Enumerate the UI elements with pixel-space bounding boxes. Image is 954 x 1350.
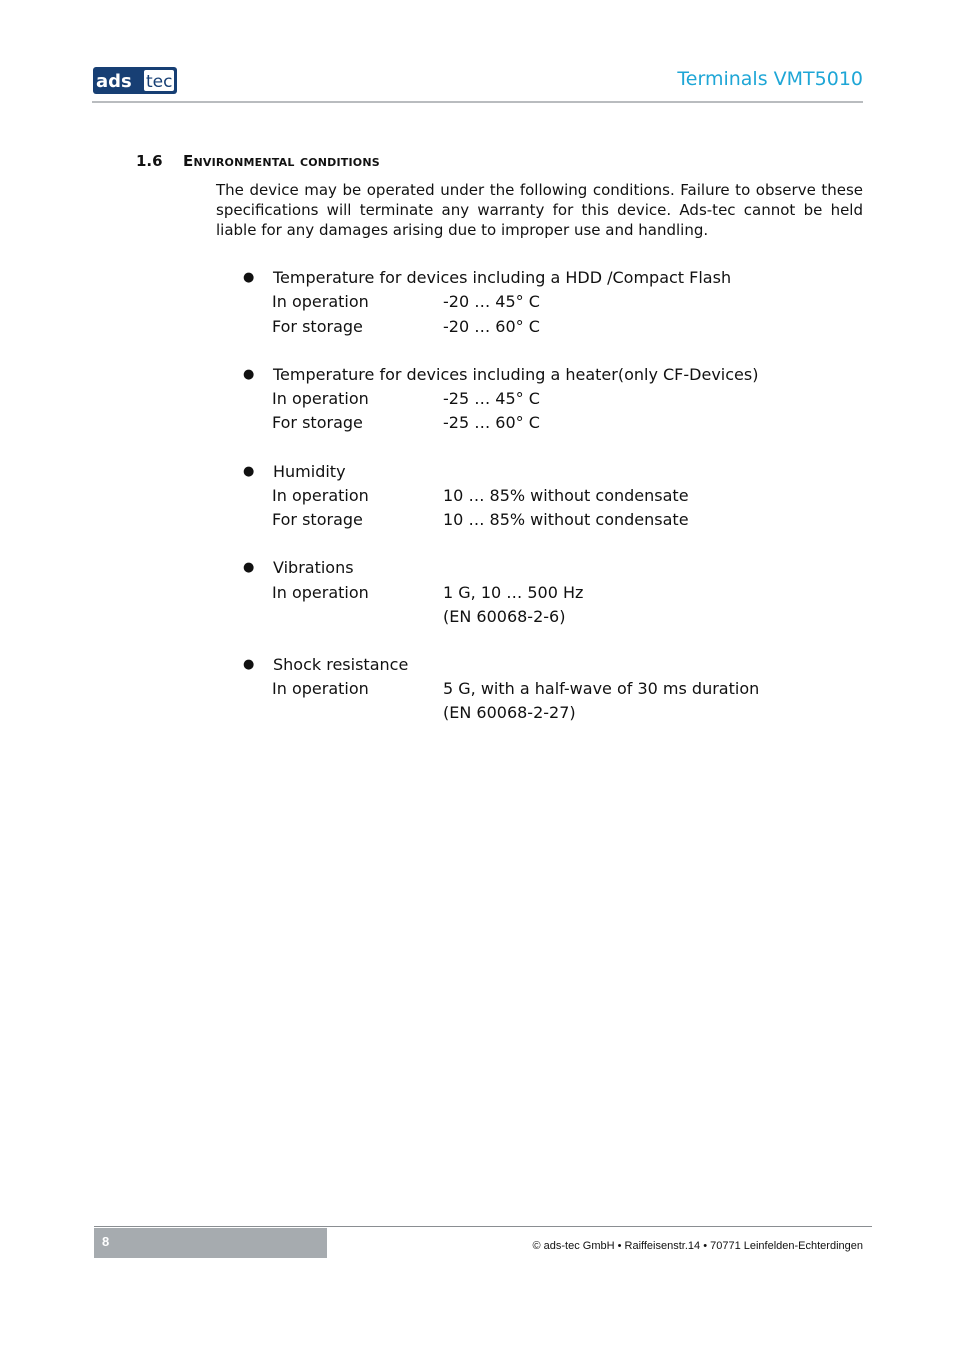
intro-paragraph: The device may be operated under the following conditions. Failure to observe these specifications will terminate any warranty for this device. Ads-tec cannot be held liable for any damages arising due to improper use and handling.	[216, 181, 863, 239]
bullet-label: Shock resistance	[273, 655, 409, 674]
bullet-icon: ●	[243, 270, 255, 285]
spec-value: -25 … 45° C	[443, 389, 540, 408]
footer-divider	[94, 1226, 872, 1227]
bullet-icon: ●	[243, 464, 255, 479]
spec-label: In operation	[272, 583, 369, 602]
spec-value: 5 G, with a half-wave of 30 ms duration	[443, 679, 760, 698]
section-title: Environmental conditions	[183, 152, 380, 170]
page-number: 8	[102, 1234, 110, 1249]
ads-tec-logo	[93, 67, 177, 94]
bullet-label: Temperature for devices including a heater(only CF-Devices)	[273, 365, 759, 384]
spec-value: -20 … 45° C	[443, 292, 540, 311]
footer-copyright: © ads-tec GmbH • Raiffeisenstr.14 • 70771 Leinfelden-Echterdingen	[532, 1240, 863, 1252]
page-number-box	[94, 1228, 327, 1258]
svg-text:ads: ads	[96, 71, 132, 92]
spec-value: 1 G, 10 … 500 Hz	[443, 583, 584, 602]
spec-value: 10 … 85% without condensate	[443, 486, 689, 505]
spec-label: In operation	[272, 292, 369, 311]
spec-label: For storage	[272, 413, 363, 432]
bullet-label: Humidity	[273, 462, 346, 481]
bullet-label: Vibrations	[273, 558, 354, 577]
spec-label: In operation	[272, 486, 369, 505]
bullet-icon: ●	[243, 560, 255, 575]
bullet-icon: ●	[243, 367, 255, 382]
svg-text:tec: tec	[146, 72, 173, 92]
spec-label: For storage	[272, 317, 363, 336]
spec-value: -20 … 60° C	[443, 317, 540, 336]
spec-label: For storage	[272, 510, 363, 529]
document-title: Terminals VMT5010	[677, 68, 863, 90]
spec-value: 10 … 85% without condensate	[443, 510, 689, 529]
spec-value: (EN 60068-2-27)	[443, 703, 576, 722]
bullet-label: Temperature for devices including a HDD /Compact Flash	[273, 268, 732, 287]
spec-label: In operation	[272, 389, 369, 408]
spec-label: In operation	[272, 679, 369, 698]
header-divider	[92, 101, 863, 103]
spec-value: (EN 60068-2-6)	[443, 607, 566, 626]
section-number: 1.6	[136, 152, 163, 170]
spec-value: -25 … 60° C	[443, 413, 540, 432]
bullet-icon: ●	[243, 657, 255, 672]
